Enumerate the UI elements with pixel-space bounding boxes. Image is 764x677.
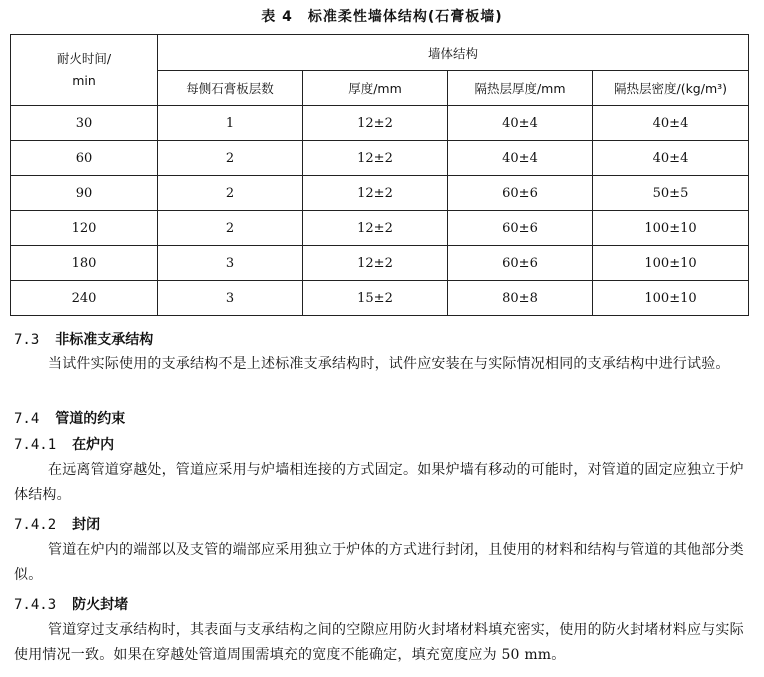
cell-fire-time: 240 <box>11 281 158 316</box>
table-row <box>11 246 749 281</box>
cell-fire-time: 90 <box>11 176 158 211</box>
section-heading <box>14 434 114 454</box>
table-row <box>11 281 749 316</box>
section-heading <box>14 329 153 349</box>
header-fire-time-line2: min <box>72 73 96 88</box>
section-number: 7.4.1 <box>14 437 57 453</box>
section-title: 防火封堵 <box>72 597 129 613</box>
cell-fire-time: 60 <box>11 141 158 176</box>
section-title: 在炉内 <box>72 437 115 453</box>
cell-board-layers: 1 <box>158 106 303 141</box>
cell-insulation-density: 100±10 <box>593 246 749 281</box>
cell-insulation-thickness: 40±4 <box>448 106 593 141</box>
cell-board-layers: 3 <box>158 246 303 281</box>
paragraph: 当试件实际使用的支承结构不是上述标准支承结构时，试件应安装在与实际情况相同的支承结构中进行试验。 <box>48 356 730 372</box>
table-row <box>11 211 749 246</box>
cell-insulation-thickness: 80±8 <box>448 281 593 316</box>
cell-board-layers: 2 <box>158 141 303 176</box>
section-heading <box>14 408 125 428</box>
cell-insulation-density: 50±5 <box>593 176 749 211</box>
section-number: 7.4 <box>14 411 40 427</box>
cell-fire-time: 30 <box>11 106 158 141</box>
cell-thickness: 12±2 <box>303 141 448 176</box>
header-wall-structure: 墙体结构 <box>158 35 749 71</box>
section-title: 封闭 <box>72 517 101 533</box>
header-insulation-thickness: 隔热层厚度/mm <box>448 71 593 106</box>
paragraph: 在远离管道穿越处，管道应采用与炉墙相连接的方式固定。如果炉墙有移动的可能时，对管道的固定应独立于炉体结构。 <box>14 462 744 503</box>
table-caption: 表 4 标准柔性墙体结构(石膏板墙) <box>261 9 503 25</box>
cell-insulation-density: 40±4 <box>593 141 749 176</box>
cell-insulation-thickness: 40±4 <box>448 141 593 176</box>
cell-thickness: 12±2 <box>303 246 448 281</box>
header-thickness: 厚度/mm <box>303 71 448 106</box>
cell-thickness: 12±2 <box>303 176 448 211</box>
section-heading <box>14 514 100 534</box>
cell-board-layers: 3 <box>158 281 303 316</box>
gypsum-wall-table <box>10 34 749 316</box>
cell-thickness: 12±2 <box>303 106 448 141</box>
cell-board-layers: 2 <box>158 176 303 211</box>
table-row <box>11 176 749 211</box>
cell-insulation-thickness: 60±6 <box>448 246 593 281</box>
table-row <box>11 106 749 141</box>
cell-insulation-density: 40±4 <box>593 106 749 141</box>
cell-board-layers: 2 <box>158 211 303 246</box>
cell-fire-time: 120 <box>11 211 158 246</box>
cell-insulation-thickness: 60±6 <box>448 211 593 246</box>
table-row <box>11 141 749 176</box>
section-number: 7.4.3 <box>14 597 57 613</box>
cell-fire-time: 180 <box>11 246 158 281</box>
section-heading <box>14 594 128 614</box>
cell-thickness: 12±2 <box>303 211 448 246</box>
section-title: 管道的约束 <box>55 411 126 427</box>
cell-insulation-density: 100±10 <box>593 211 749 246</box>
cell-thickness: 15±2 <box>303 281 448 316</box>
cell-insulation-density: 100±10 <box>593 281 749 316</box>
cell-insulation-thickness: 60±6 <box>448 176 593 211</box>
header-board-layers: 每侧石膏板层数 <box>158 71 303 106</box>
paragraph: 管道在炉内的端部以及支管的端部应采用独立于炉体的方式进行封闭，且使用的材料和结构与管道的其他部分类似。 <box>14 542 744 583</box>
section-title: 非标准支承结构 <box>55 332 154 348</box>
header-fire-time-line1: 耐火时间/ <box>56 51 112 66</box>
section-number: 7.3 <box>14 332 40 348</box>
section-number: 7.4.2 <box>14 517 57 533</box>
header-fire-time <box>11 35 158 106</box>
header-insulation-density: 隔热层密度/(kg/m³) <box>593 71 749 106</box>
paragraph: 管道穿过支承结构时，其表面与支承结构之间的空隙应用防火封堵材料填充密实，使用的防火封堵材料应与实际使用情况一致。如果在穿越处管道周围需填充的宽度不能确定，填充宽度应为 50 mm。 <box>14 622 744 663</box>
